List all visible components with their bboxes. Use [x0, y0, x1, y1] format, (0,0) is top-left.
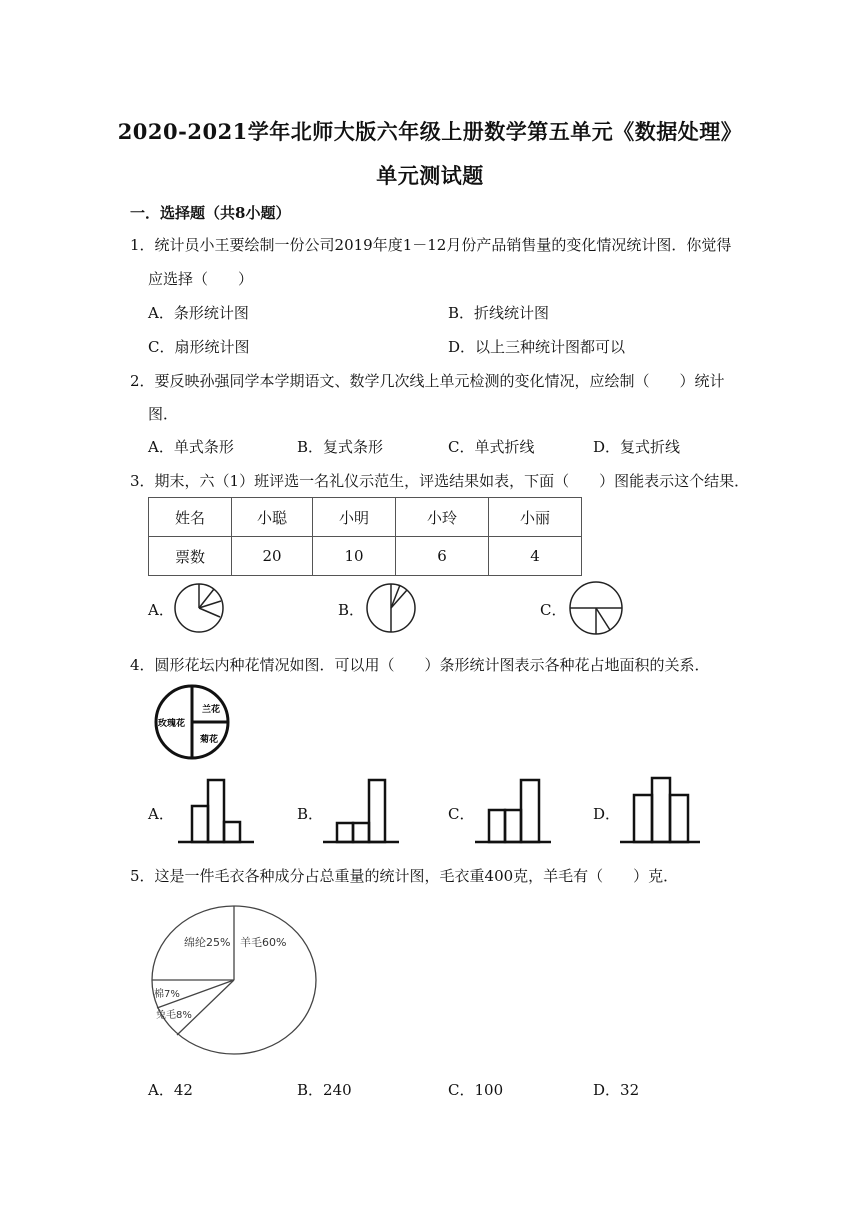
table-cell: 小明	[313, 498, 396, 537]
flower-label-chrysanthemum: 菊花	[200, 735, 219, 745]
q1-option-d: D．以上三种统计图都可以	[448, 338, 626, 356]
q5-option-d: D．32	[593, 1081, 640, 1099]
pie-label-wool: 羊毛60%	[240, 936, 287, 949]
q4-bar-chart-d	[620, 775, 700, 846]
q3-pie-b	[366, 583, 420, 637]
q4-option-c: C．	[448, 805, 475, 823]
q3-pie-c	[569, 583, 625, 637]
table-cell: 6	[396, 537, 489, 576]
q3-option-a: A．	[148, 601, 174, 619]
q1-option-a: A．条形统计图	[148, 304, 249, 322]
table-cell: 10	[313, 537, 396, 576]
q1-option-c: C．扇形统计图	[148, 338, 250, 356]
table-cell: 小丽	[489, 498, 582, 537]
q2-stem-line1: 2．要反映孙强同学本学期语文、数学几次线上单元检测的变化情况，应绘制（ ）统计	[130, 372, 725, 390]
q4-bar-chart-b	[323, 778, 399, 846]
table-cell: 小聪	[232, 498, 313, 537]
q4-bar-chart-a	[178, 778, 254, 846]
table-cell: 票数	[149, 537, 232, 576]
flower-bed-pie	[154, 684, 234, 764]
q5-option-b: B．240	[297, 1081, 352, 1099]
document-title-line2: 单元测试题	[376, 163, 484, 188]
table-row	[149, 537, 582, 576]
table-row	[149, 498, 582, 537]
q2-stem-line2: 图．	[148, 405, 179, 423]
q1-stem-line1: 1．统计员小王要绘制一份公司2019年度1－12月份产品销售量的变化情况统计图．你觉得	[130, 236, 732, 254]
q3-pie-a	[174, 583, 228, 637]
pie-label-cotton: 棉7%	[154, 989, 180, 1000]
q1-option-b: B．折线统计图	[448, 304, 550, 322]
q2-option-a: A．单式条形	[148, 438, 234, 456]
pie-label-nylon: 绵纶25%	[184, 936, 231, 949]
q4-bar-chart-c	[475, 778, 551, 846]
q5-stem: 5．这是一件毛衣各种成分占总重量的统计图，毛衣重400克，羊毛有（ ）克．	[130, 867, 679, 885]
section-heading: 一．选择题（共8小题）	[130, 204, 291, 222]
q4-option-a: A．	[148, 805, 174, 823]
q5-option-c: C．100	[448, 1081, 504, 1099]
q3-stem: 3．期末，六（1）班评选一名礼仪示范生，评选结果如表，下面（ ）图能表示这个结果．	[130, 472, 750, 490]
q2-option-c: C．单式折线	[448, 438, 535, 456]
sweater-pie-chart	[150, 904, 320, 1056]
table-cell: 小玲	[396, 498, 489, 537]
vote-table	[148, 497, 582, 576]
flower-label-rose: 玫瑰花	[158, 719, 186, 729]
pie-label-rabbit-hair: 兔毛8%	[156, 1010, 192, 1021]
q3-option-b: B．	[338, 601, 365, 619]
table-cell: 姓名	[149, 498, 232, 537]
q1-stem-line2: 应选择（ ）	[148, 270, 254, 288]
q2-option-d: D．复式折线	[593, 438, 681, 456]
table-cell: 4	[489, 537, 582, 576]
document-title-line1: 2020-2021学年北师大版六年级上册数学第五单元《数据处理》	[117, 119, 743, 144]
q2-option-b: B．复式条形	[297, 438, 384, 456]
q5-option-a: A．42	[148, 1081, 193, 1099]
q4-option-d: D．	[593, 805, 621, 823]
q4-stem: 4．圆形花坛内种花情况如图．可以用（ ）条形统计图表示各种花占地面积的关系．	[130, 656, 710, 674]
q3-option-c: C．	[540, 601, 567, 619]
q4-option-b: B．	[297, 805, 324, 823]
flower-label-orchid: 兰花	[202, 705, 221, 715]
table-cell: 20	[232, 537, 313, 576]
